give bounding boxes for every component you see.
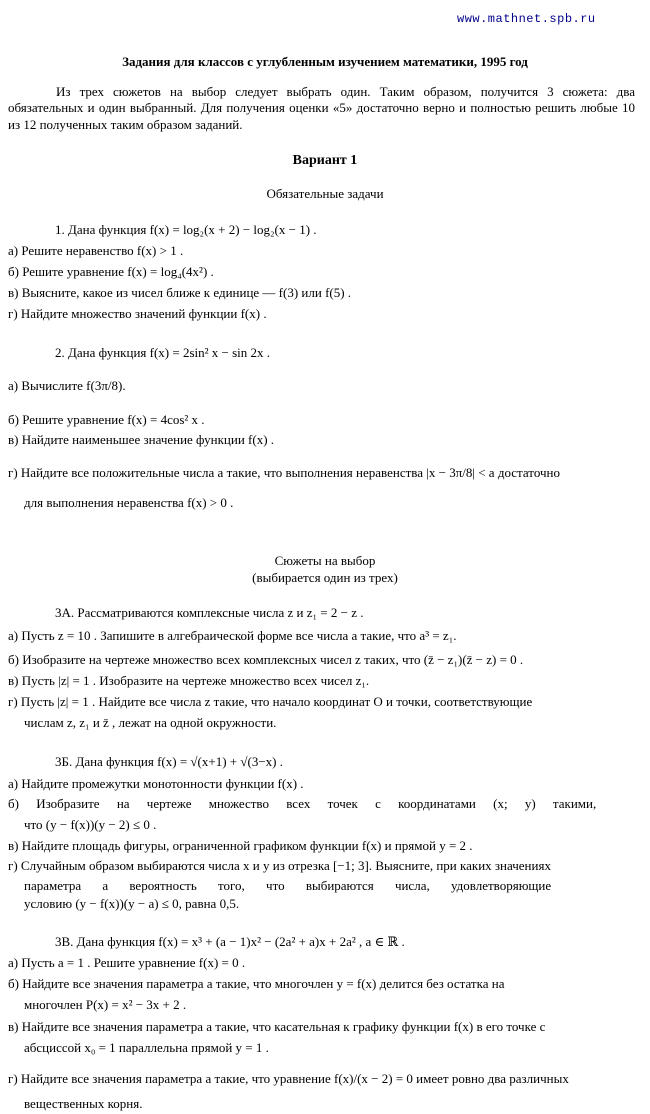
problem2-part-b: б) Решите уравнение f(x) = 4cos² x . xyxy=(8,412,205,427)
problem3a-part-c: в) Пусть |z| = 1 . Изобразите на чертеже множество всех чисел z₁. xyxy=(8,673,370,688)
problem1-part-b: б) Решите уравнение f(x) = log₄(4x²) . xyxy=(8,264,214,279)
problem1-part-c: в) Выясните, какое из чисел ближе к единице — f(3) или f(5) . xyxy=(8,285,352,300)
problem3b-part-a: а) Найдите промежутки монотонности функции f(x) . xyxy=(8,776,304,791)
problem3b-part-d-line3: условию (y − f(x))(y − a) ≤ 0, равна 0,5. xyxy=(24,896,240,911)
problem3c-statement: 3В. Дана функция f(x) = x³ + (a − 1)x² − (2a² + a)x + 2a² , a ∈ ℝ . xyxy=(55,934,405,949)
problem3a-part-a: а) Пусть z = 10 . Запишите в алгебраической форме все числа a такие, что a³ = z₁. xyxy=(8,628,457,643)
problem2-part-d-line2: для выполнения неравенства f(x) > 0 . xyxy=(24,495,234,510)
problem3c-part-c-line2: абсциссой x₀ = 1 параллельна прямой y = 1 . xyxy=(24,1040,269,1055)
problem3c-part-b-line2: многочлен P(x) = x² − 3x + 2 . xyxy=(24,997,187,1012)
variant-heading: Вариант 1 xyxy=(292,153,358,168)
problem3c-part-d-line2: вещественных корня. xyxy=(24,1096,143,1111)
problem3b-part-b-line2: что (y − f(x))(y − 2) ≤ 0 . xyxy=(24,817,157,832)
problem3a-part-b: б) Изобразите на чертеже множество всех комплексных чисел z таких, что (z̄ − z₁)(z̄ − z) = 0 . xyxy=(8,652,524,667)
problem2-statement: 2. Дана функция f(x) = 2sin² x − sin 2x . xyxy=(55,345,271,360)
problem3a-part-d-line2: числам z, z₁ и z̄ , лежат на одной окружности. xyxy=(24,715,277,730)
choice-heading: Сюжеты на выбор xyxy=(274,553,376,568)
problem3c-part-d-line1: г) Найдите все значения параметра a такие, что уравнение f(x)/(x − 2) = 0 имеет ровно два различных xyxy=(8,1071,569,1086)
problem3b-part-d-line2: параметра a вероятность того, что выбираются числа, удовлетворяющие xyxy=(24,878,552,893)
problem3b-statement: 3Б. Дана функция f(x) = √(x+1) + √(3−x) . xyxy=(55,754,283,769)
problem3a-part-d-line1: г) Пусть |z| = 1 . Найдите все числа z такие, что начало координат O и точки, соответствующие xyxy=(8,694,533,709)
problem3b-part-c: в) Найдите площадь фигуры, ограниченной графиком функции f(x) и прямой y = 2 . xyxy=(8,838,473,853)
document-title: Задания для классов с углубленным изучением математики, 1995 год xyxy=(122,54,528,69)
choice-subheading: (выбирается один из трех) xyxy=(252,570,398,585)
problem3c-part-b-line1: б) Найдите все значения параметра a такие, что многочлен y = f(x) делится без остатка на xyxy=(8,976,505,991)
problem2-part-a: а) Вычислите f(3π/8). xyxy=(8,378,126,393)
problem3b-part-b-line1: б) Изобразите на чертеже множество всех точек с координатами (x; y) такими, xyxy=(8,796,597,811)
problem3c-part-a: а) Пусть a = 1 . Решите уравнение f(x) = 0 . xyxy=(8,955,246,970)
site-url[interactable]: www.mathnet.spb.ru xyxy=(457,12,596,26)
problem2-part-d-line1: г) Найдите все положительные числа a такие, что выполнения неравенства |x − 3π/8| < a достаточно xyxy=(8,465,560,480)
problem1-part-d: г) Найдите множество значений функции f(x) . xyxy=(8,306,267,321)
problem3c-part-c-line1: в) Найдите все значения параметра a такие, что касательная к графику функции f(x) в его точке с xyxy=(8,1019,546,1034)
problem1-part-a: а) Решите неравенство f(x) > 1 . xyxy=(8,243,184,258)
problem1-statement: 1. Дана функция f(x) = log₂(x + 2) − log₂(x − 1) . xyxy=(55,222,317,237)
intro-paragraph: Из трех сюжетов на выбор следует выбрать один. Таким образом, получится 3 сюжета: два обязательных и один выбранный. Для получения оценки «5» достаточно верно и полностью решить любые 10 из 12 полученных таким образом заданий. xyxy=(8,84,635,132)
mandatory-heading: Обязательные задачи xyxy=(266,186,384,201)
problem2-part-c: в) Найдите наименьшее значение функции f(x) . xyxy=(8,432,275,447)
problem3a-statement: 3А. Рассматриваются комплексные числа z и z₁ = 2 − z . xyxy=(55,605,364,620)
problem3b-part-d-line1: г) Случайным образом выбираются числа x и y из отрезка [−1; 3]. Выясните, при каких значениях xyxy=(8,858,551,873)
